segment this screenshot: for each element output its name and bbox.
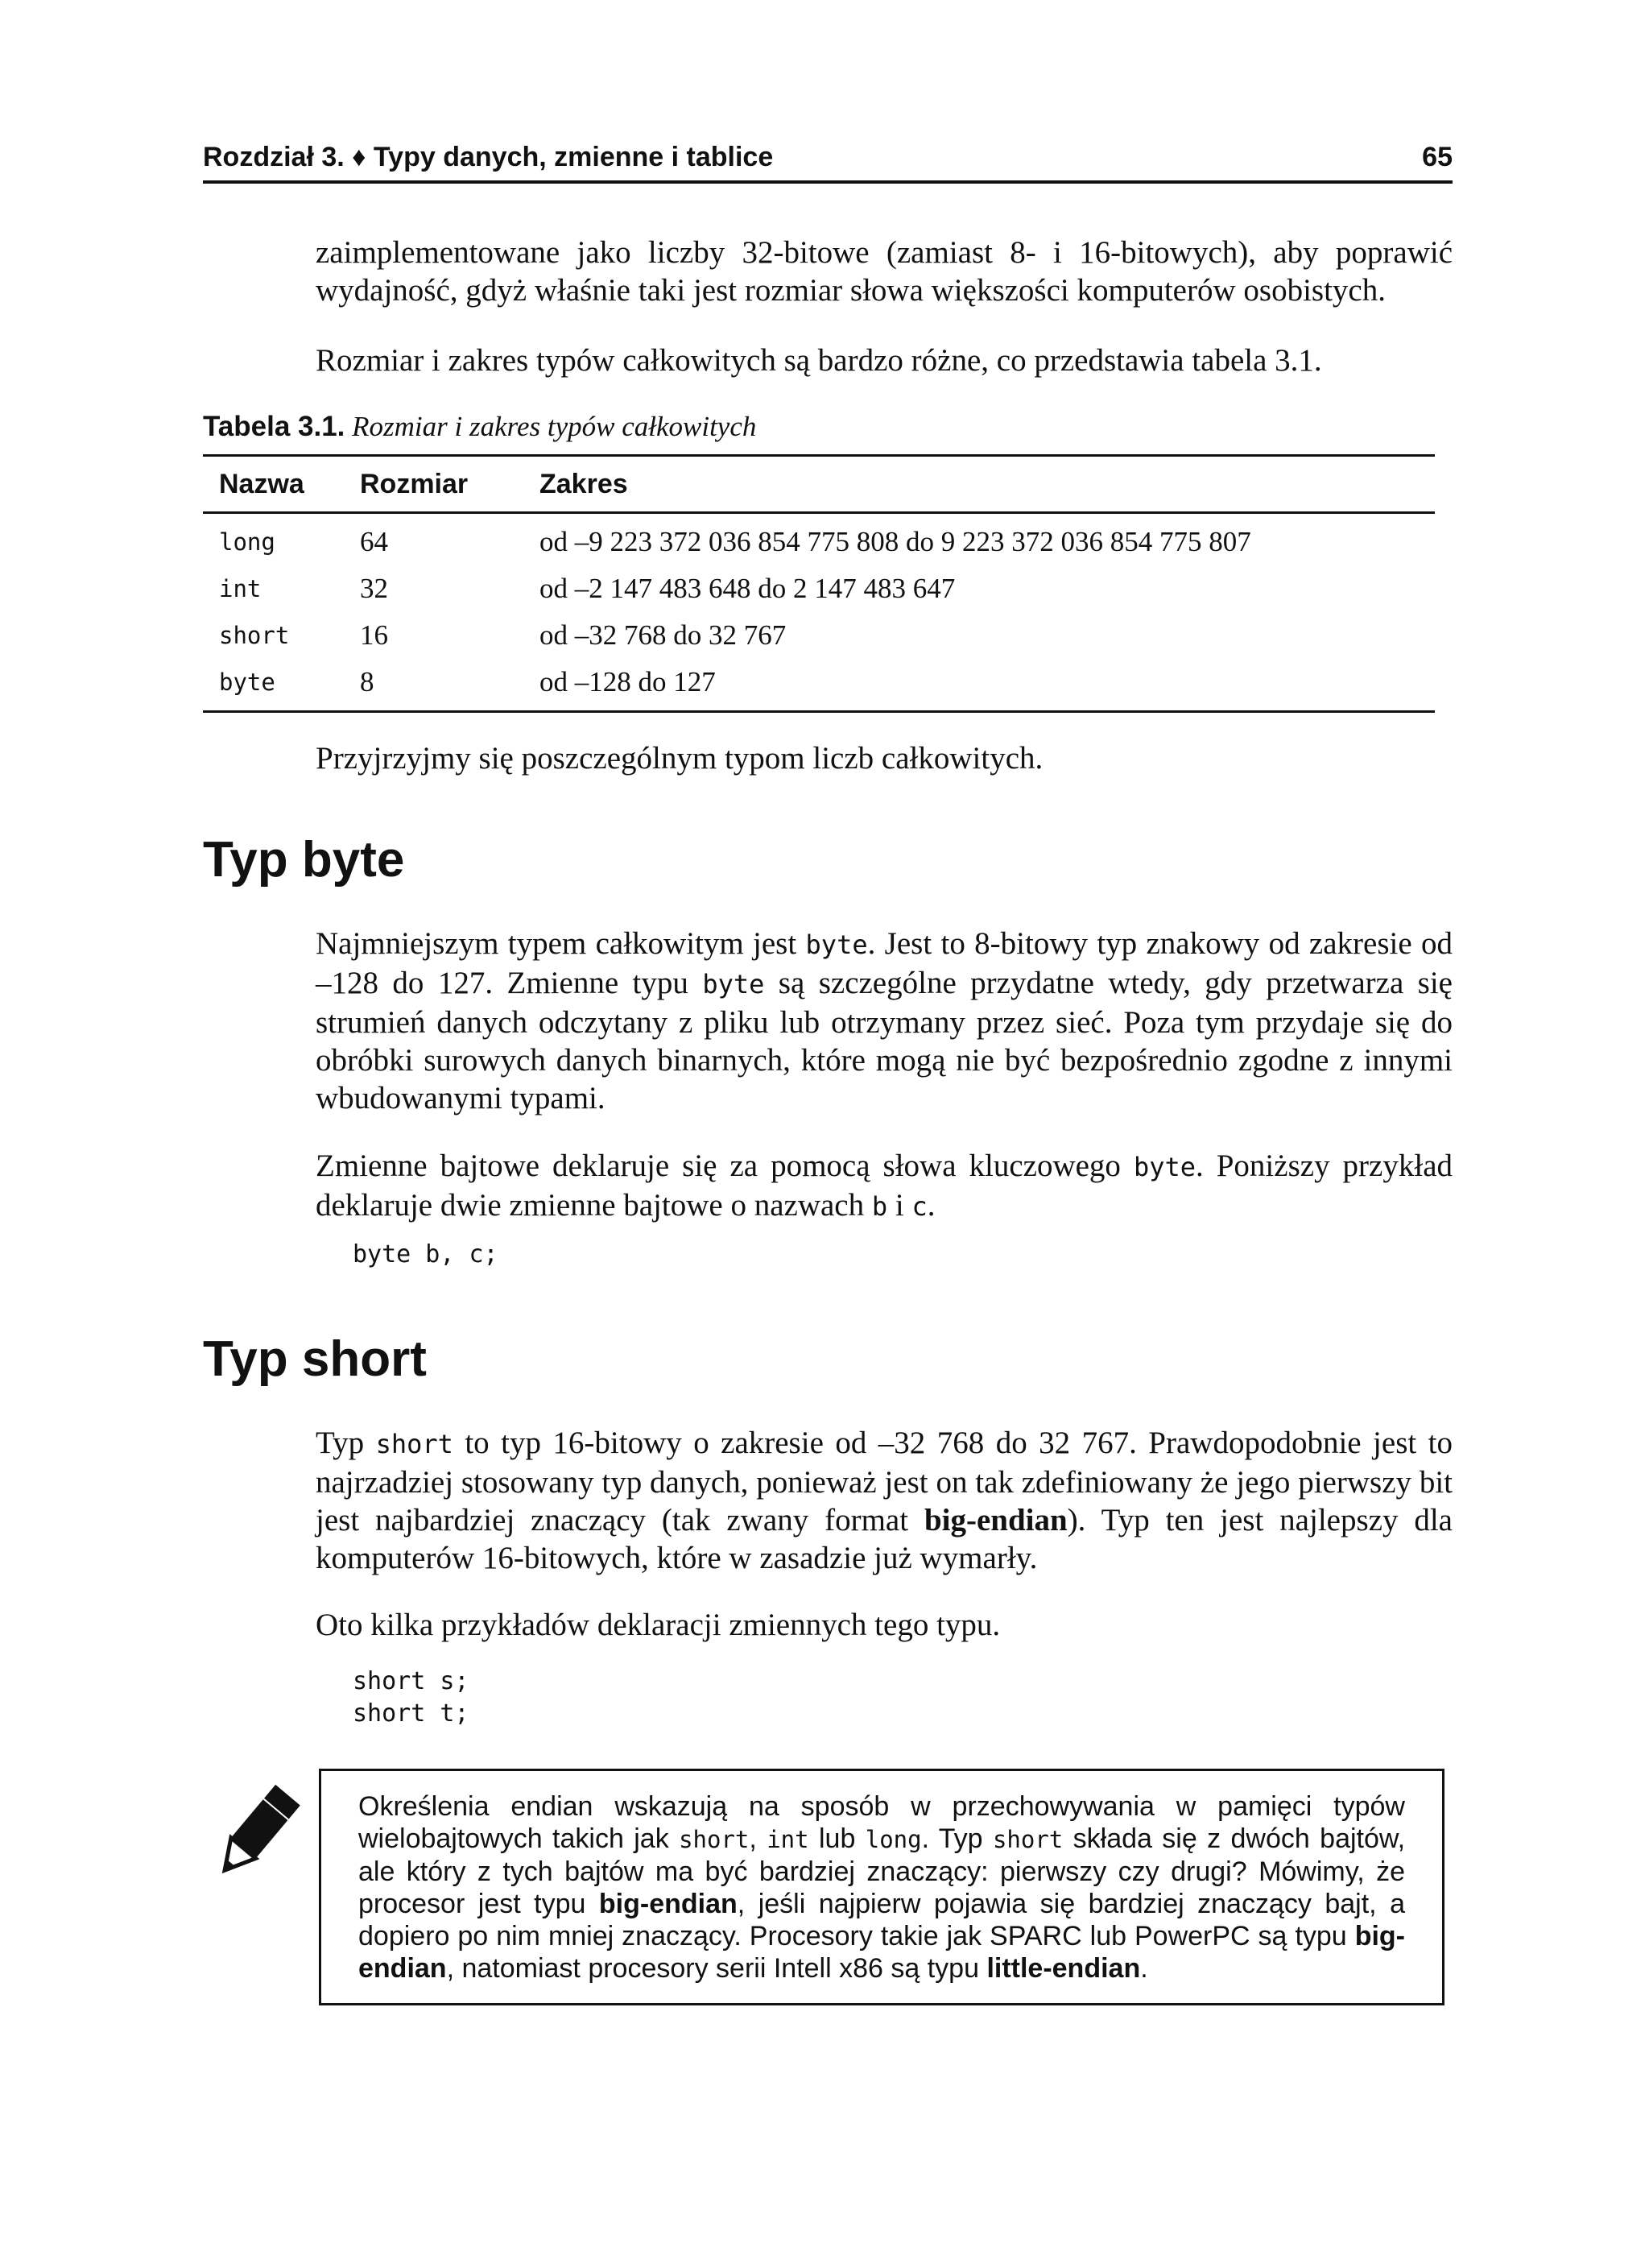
inline-code: long	[865, 1826, 922, 1853]
type-range: od –9 223 372 036 854 775 808 do 9 223 372 036 854 775 807	[539, 526, 1251, 557]
chapter-title: Rozdział 3. ♦ Typy danych, zmienne i tablice	[203, 142, 774, 172]
inline-code: c	[911, 1191, 928, 1222]
bold-term: little-endian	[986, 1953, 1141, 1984]
table-row	[203, 659, 1435, 712]
type-range: od –2 147 483 648 do 2 147 483 647	[539, 573, 956, 604]
short-paragraph-1: Typ short to typ 16-bitowy o zakresie od –32 768 do 32 767. Prawdopodobnie jest to najrzadziej stosowany typ danych, ponieważ jest on tak zdefiniowany że jego pierwszy bit jest najbardziej znaczący (tak zwany format big-endian). Typ ten jest najlepszy dla komputerów 16-bitowych, które w zasadzie już wymarły.	[316, 1426, 1453, 1575]
running-header	[203, 139, 1453, 184]
short-code-example: short s; short t;	[353, 1667, 469, 1728]
section-heading-short: Typ short	[203, 1331, 427, 1387]
type-size: 16	[360, 619, 388, 651]
integer-types-table	[203, 454, 1435, 713]
inline-code: short	[375, 1429, 453, 1459]
short-paragraph-2: Oto kilka przykładów deklaracji zmiennych tego typu.	[316, 1608, 1001, 1642]
intro-paragraph-2: Rozmiar i zakres typów całkowitych są bardzo różne, co przedstawia tabela 3.1.	[316, 343, 1322, 378]
type-name: long	[219, 528, 275, 556]
column-header-name: Nazwa	[203, 456, 344, 513]
inline-code: short	[679, 1826, 750, 1853]
section-heading-byte: Typ byte	[203, 832, 405, 888]
page-number: 65	[1422, 142, 1453, 172]
type-size: 8	[360, 666, 374, 697]
note-box	[319, 1769, 1444, 2005]
table-header-row	[203, 456, 1435, 513]
inline-code: int	[767, 1826, 809, 1853]
inline-code: b	[871, 1191, 888, 1222]
type-name: short	[219, 622, 290, 649]
table-row	[203, 612, 1435, 659]
after-table-paragraph: Przyjrzyjmy się poszczególnym typom liczb całkowitych.	[316, 741, 1044, 776]
type-name: int	[219, 575, 262, 602]
type-size: 32	[360, 573, 388, 604]
table-caption-text: Rozmiar i zakres typów całkowitych	[352, 411, 757, 442]
table-row	[203, 513, 1435, 566]
type-range: od –128 do 127	[539, 666, 716, 697]
column-header-range: Zakres	[523, 456, 1435, 513]
inline-code: short	[992, 1826, 1064, 1853]
table-caption	[203, 411, 756, 443]
type-range: od –32 768 do 32 767	[539, 619, 787, 651]
inline-code: byte	[1133, 1152, 1196, 1182]
type-size: 64	[360, 526, 388, 557]
byte-code-example: byte b, c;	[353, 1240, 498, 1269]
byte-paragraph-2: Zmienne bajtowe deklaruje się za pomocą słowa kluczowego byte. Poniższy przykład deklaruje dwie zmienne bajtowe o nazwach b i c.	[316, 1148, 1453, 1223]
inline-code: byte	[805, 929, 868, 960]
bold-term: big-endian	[924, 1503, 1068, 1538]
byte-paragraph-1: Najmniejszym typem całkowitym jest byte. Jest to 8-bitowy typ znakowy od zakresie od –128 do 127. Zmienne typu byte są szczególne przydatne wtedy, gdy przetwarza się strumień danych odczytany z pliku lub otrzymany przez sieć. Poza tym przydaje się do obróbki surowych danych binarnych, które mogą nie być bezpośrednio zgodne z innymi wbudowanymi typami.	[316, 926, 1453, 1115]
table-row	[203, 565, 1435, 612]
bold-term: big-endian	[598, 1889, 738, 1919]
column-header-size: Rozmiar	[344, 456, 523, 513]
bold-term: big-endian	[358, 1921, 1405, 1984]
pencil-note-icon	[203, 1782, 308, 1886]
intro-paragraph-1: zaimplementowane jako liczby 32-bitowe (zamiast 8- i 16-bitowych), aby poprawić wydajność, gdyż właśnie taki jest rozmiar słowa większości komputerów osobistych.	[316, 235, 1453, 308]
type-name: byte	[219, 668, 275, 696]
note-text: Określenia endian wskazują na sposób w przechowywania w pamięci typów wielobajtowych takich jak short, int lub long. Typ short składa się z dwóch bajtów, ale który z tych bajtów ma być bardziej znaczący: pierwszy czy drugi? Mówimy, że procesor jest typu big-endian, jeśli najpierw pojawia się bardziej znaczący bajt, a dopiero po nim mniej znaczący. Procesory takie jak SPARC lub PowerPC są typu big-endian, natomiast procesory serii Intell x86 są typu little-endian.	[358, 1791, 1406, 1984]
table-label: Tabela 3.1.	[203, 411, 345, 442]
inline-code: byte	[702, 969, 765, 999]
